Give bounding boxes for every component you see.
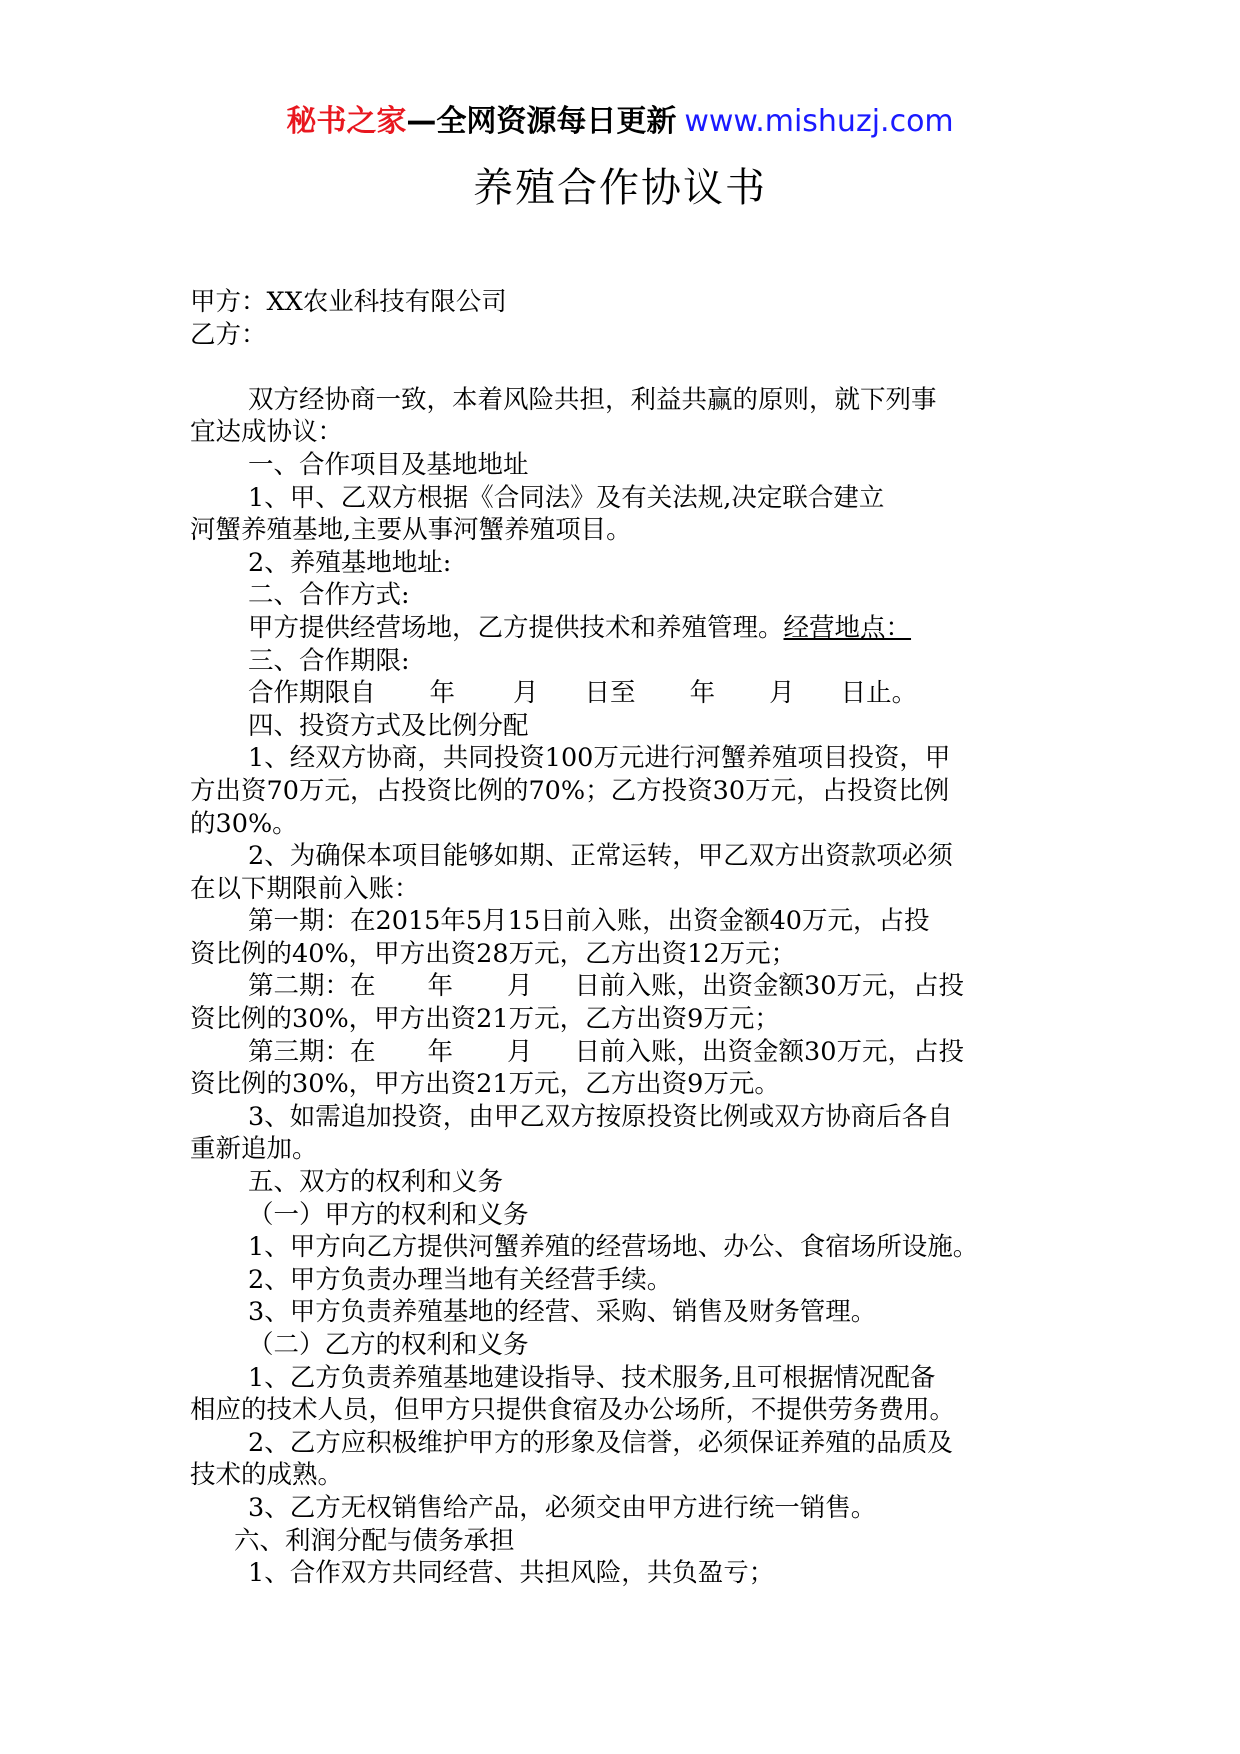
phase-text: 月 <box>507 1036 533 1067</box>
clause-line: 方出资70万元，占投资比例的70%；乙方投资30万元，占投资比例 <box>190 775 950 806</box>
subsection-heading: （二）乙方的权利和义务 <box>248 1330 529 1360</box>
clause-line: 3、如需追加投资，由甲乙双方按原投资比例或双方协商后各自 <box>248 1101 953 1132</box>
clause-line: 资比例的30%，甲方出资21万元，乙方出资9万元； <box>190 1004 780 1035</box>
phase-text: 年 <box>427 971 454 1002</box>
phase-text: 月 <box>507 971 533 1002</box>
phase-text: 日前入账，出资金额30万元，占投 <box>574 971 964 1002</box>
section-heading: 六、利润分配与债务承担 <box>234 1525 515 1556</box>
period-text: 合作期限自 <box>248 678 376 709</box>
clause-line <box>190 612 1070 645</box>
party-a: 甲方：XX农业科技有限公司 <box>190 287 507 317</box>
location-label: 经营地点： <box>783 612 912 643</box>
cooperation-text: 甲方提供经营场地，乙方提供技术和养殖管理。 <box>248 612 784 643</box>
clause-line: 河蟹养殖基地,主要从事河蟹养殖项目。 <box>190 515 632 546</box>
clause-line: 技术的成熟。 <box>190 1460 344 1491</box>
clause-line: 资比例的40%，甲方出资28万元，乙方出资12万元； <box>190 938 797 969</box>
document-title: 养殖合作协议书 <box>473 165 767 211</box>
site-banner <box>0 100 1240 144</box>
period-text: 年 <box>429 678 456 709</box>
period-text: 年 <box>689 678 716 709</box>
clause-line: 2、为确保本项目能够如期、正常运转，甲乙双方出资款项必须 <box>248 841 953 872</box>
section-heading: 五、双方的权利和义务 <box>248 1167 504 1198</box>
period-text: 日至 <box>584 678 636 709</box>
preamble-line: 宜达成协议： <box>190 417 344 448</box>
clause-line: 第一期：在2015年5月15日前入账，出资金额40万元，占投 <box>248 906 930 937</box>
section-heading: 三、合作期限: <box>248 645 410 676</box>
party-b: 乙方： <box>190 319 267 350</box>
clause-line: 2、养殖基地地址: <box>248 547 452 578</box>
clause-line <box>190 1036 1070 1069</box>
clause-line: 在以下期限前入账： <box>190 873 420 904</box>
clause-line: 重新追加。 <box>190 1134 318 1165</box>
clause-line: 1、经双方协商，共同投资100万元进行河蟹养殖项目投资，甲 <box>248 743 951 774</box>
phase-text: 第三期：在 <box>248 1036 376 1067</box>
period-text: 月 <box>769 678 795 709</box>
section-heading: 四、投资方式及比例分配 <box>248 710 529 741</box>
period-text: 日止。 <box>840 678 918 709</box>
brand-name: 秘书之家 <box>286 104 407 139</box>
phase-text: 日前入账，出资金额30万元，占投 <box>574 1036 964 1067</box>
clause-line: 1、甲方向乙方提供河蟹养殖的经营场地、办公、食宿场所设施。 <box>248 1232 979 1263</box>
clause-line: 1、乙方负责养殖基地建设指导、技术服务,且可根据情况配备 <box>248 1362 936 1393</box>
clause-line: 1、甲、乙双方根据《合同法》及有关法规,决定联合建立 <box>248 482 885 513</box>
period-text: 月 <box>513 678 539 709</box>
clause-line: 3、乙方无权销售给产品，必须交由甲方进行统一销售。 <box>248 1492 877 1523</box>
clause-line: 2、甲方负责办理当地有关经营手续。 <box>248 1264 673 1295</box>
section-heading: 一、合作项目及基地地址 <box>248 449 529 480</box>
clause-line: 相应的技术人员，但甲方只提供食宿及办公场所，不提供劳务费用。 <box>190 1395 956 1426</box>
clause-line: 资比例的30%，甲方出资21万元，乙方出资9万元。 <box>190 1069 780 1100</box>
spacer <box>190 351 1070 384</box>
subsection-heading: （一）甲方的权利和义务 <box>248 1199 529 1230</box>
clause-line: 2、乙方应积极维护甲方的形象及信誉，必须保证养殖的品质及 <box>248 1427 953 1458</box>
phase-text: 年 <box>427 1036 454 1067</box>
clause-line: 的30%。 <box>190 808 298 839</box>
preamble-line: 双方经协商一致，本着风险共担，利益共赢的原则，就下列事 <box>248 384 937 415</box>
contract-body <box>190 286 1070 1590</box>
period-line <box>190 677 1070 710</box>
site-url-link[interactable]: www.mishuzj.com <box>684 104 954 139</box>
phase-text: 第二期：在 <box>248 971 376 1002</box>
clause-line <box>190 970 1070 1003</box>
clause-line: 1、合作双方共同经营、共担风险，共负盈亏； <box>248 1558 775 1589</box>
banner-tagline: —全网资源每日更新 <box>406 104 677 139</box>
section-heading: 二、合作方式: <box>248 580 410 611</box>
clause-line: 3、甲方负责养殖基地的经营、采购、销售及财务管理。 <box>248 1297 877 1328</box>
